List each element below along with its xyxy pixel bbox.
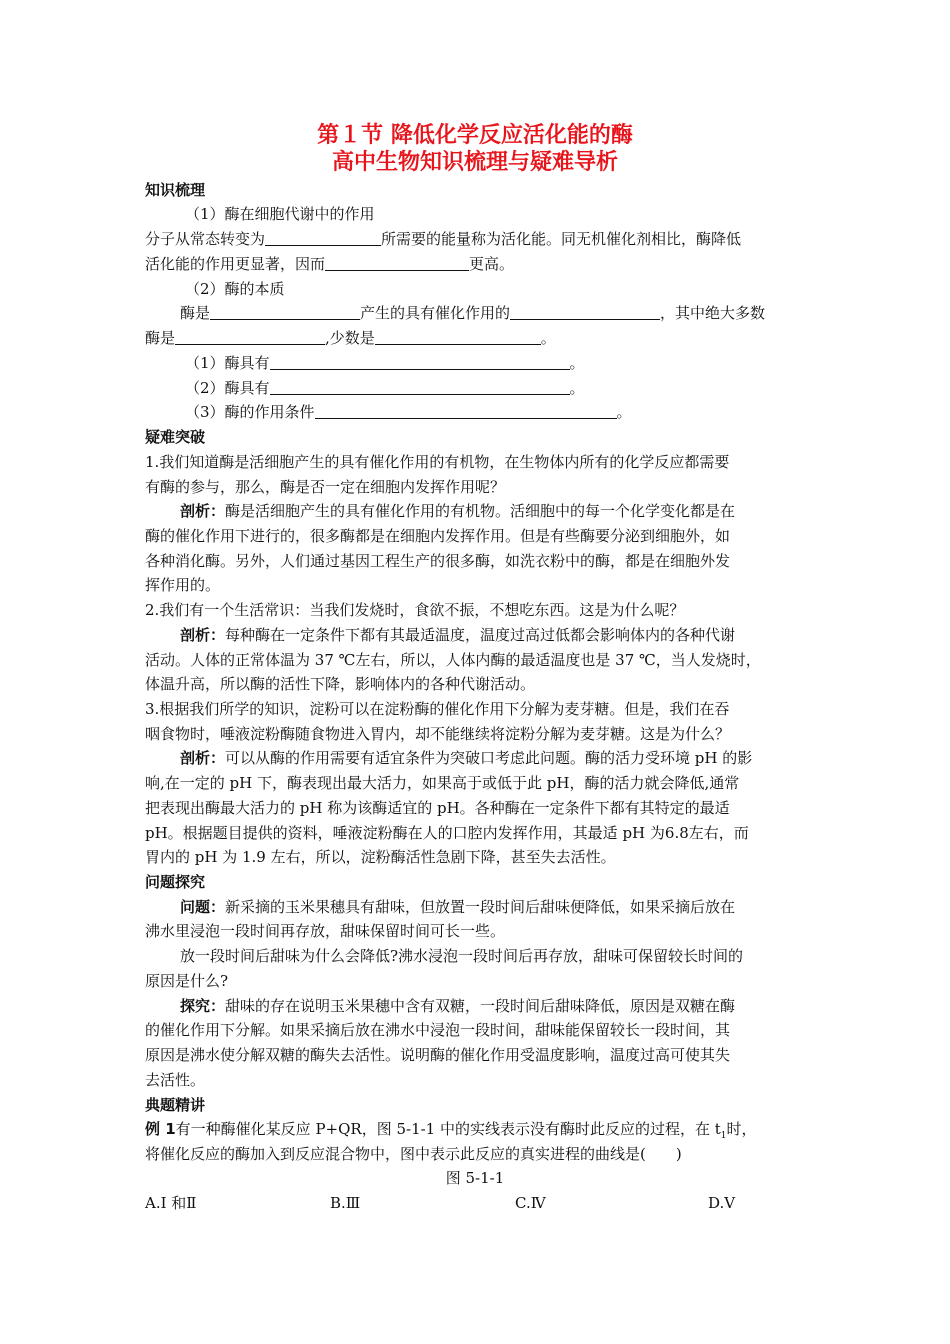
fill-blank [325,255,469,271]
knowledge-point-3: （3）酶的作用条件 。 [185,403,632,421]
question-3-line-2: 咽食物时，唾液淀粉酶随食物进入胃内，却不能继续将淀粉分解为麦芽糖。这是为什么？ [145,725,731,743]
fill-blank [210,304,360,320]
explore-label: 探究： [180,997,226,1015]
option-c: C.Ⅳ [515,1194,546,1212]
knowledge-sub-1: （1）酶在细胞代谢中的作用 [185,205,375,223]
fill-blank [265,230,381,246]
analysis-label: 剖析： [180,502,226,520]
knowledge-point-1: （1）酶具有 。 [185,354,585,372]
explore-question-line-1: 问题：新采摘的玉米果穗具有甜味，但放置一段时间后甜味便降低，如果采摘后放在 [180,898,736,916]
question-1-line-2: 有酶的参与，那么，酶是否一定在细胞内发挥作用呢？ [145,478,506,496]
knowledge-line-1: 分子从常态转变为 所需要的能量称为活化能。同无机催化剂相比，酶降低 [145,230,742,248]
title-line-2: 高中生物知识梳理与疑难导析 [331,150,618,175]
knowledge-line-2: 活化能的作用更显著，因而 更高。 [145,255,515,273]
answer-2-line-2: 活动。人体的正常体温为 37 ℃左右，所以，人体内酶的最适温度也是 37 ℃，当人发烧时， [145,651,761,669]
question-1-line-1: 1.我们知道酶是活细胞产生的具有催化作用的有机物，在生物体内所有的化学反应都需要 [145,453,730,471]
analysis-label: 剖析： [180,626,226,644]
answer-3-line-2: 响,在一定的 pH 下，酶表现出最大活力，如果高于或低于此 pH，酶的活力就会降低,通常 [145,774,740,792]
answer-3-line-5: 胃内的 pH 为 1.9 左右，所以，淀粉酶活性急剧下降，甚至失去活性。 [145,848,616,866]
explore-answer-line-2: 的催化作用下分解。如果采摘后放在沸水中浸泡一段时间，甜味能保留较长一段时间，其 [145,1021,731,1039]
fill-blank [315,403,617,419]
analysis-label: 剖析： [180,749,226,767]
knowledge-line-4: 酶是 ,少数是 。 [145,329,556,347]
answer-1-line-3: 各种消化酶。另外，人们通过基因工程生产的很多酶，如洗衣粉中的酶，都是在细胞外发 [145,552,731,570]
fill-blank [510,304,660,320]
fill-blank [270,379,570,395]
title-line-1: 第１节 降低化学反应活化能的酶 [317,123,633,148]
question-label: 问题： [180,898,226,916]
answer-2-line-3: 体温升高，所以酶的活性下降，影响体内的各种代谢活动。 [145,675,536,693]
example-label: 例 1 [145,1120,176,1138]
explore-question-line-3: 放一段时间后甜味为什么会降低?沸水浸泡一段时间后再存放，甜味可保留较长时间的 [180,947,744,965]
option-b: B.Ⅲ [330,1194,361,1212]
example-line-2: 将催化反应的酶加入到反应混合物中，图中表示此反应的真实进程的曲线是( ) [145,1145,682,1163]
fill-blank [375,329,541,345]
explore-answer-line-3: 原因是沸水使分解双糖的酶失去活性。说明酶的催化作用受温度影响，温度过高可使其失 [145,1046,731,1064]
answer-3-line-1: 剖析：可以从酶的作用需要有适宜条件为突破口考虑此问题。酶的活力受环境 pH 的影 [180,749,753,767]
section-heading-knowledge: 知识梳理 [145,181,206,199]
answer-1-line-1: 剖析：酶是活细胞产生的具有催化作用的有机物。活细胞中的每一个化学变化都是在 [180,502,736,520]
section-heading-difficult: 疑难突破 [145,428,206,446]
explore-answer-line-1: 探究：甜味的存在说明玉米果穗中含有双糖，一段时间后甜味降低，原因是双糖在酶 [180,997,736,1015]
section-heading-example: 典题精讲 [145,1096,206,1114]
answer-3-line-4: pH。根据题目提供的资料，唾液淀粉酶在人的口腔内发挥作用，其最适 pH 为6.8左右，而 [145,824,749,842]
fill-blank [270,354,570,370]
knowledge-point-2: （2）酶具有 。 [185,379,585,397]
explore-answer-line-4: 去活性。 [145,1071,206,1089]
option-a: A.Ⅰ 和Ⅱ [145,1194,197,1212]
answer-3-line-3: 把表现出酶最大活力的 pH 称为该酶适宜的 pH。各种酶在一定条件下都有其特定的最适 [145,799,730,817]
answer-1-line-4: 挥作用的。 [145,576,221,594]
knowledge-sub-2: （2）酶的本质 [185,280,285,298]
example-line-1: 例 1有一种酶催化某反应 P+QR，图 5-1-1 中的实线表示没有酶时此反应的过程，在 $t_1$时， [145,1120,757,1141]
answer-1-line-2: 酶的催化作用下进行的，很多酶都是在细胞内发挥作用。但是有些酶要分泌到细胞外，如 [145,527,731,545]
question-3-line-1: 3.根据我们所学的知识，淀粉可以在淀粉酶的催化作用下分解为麦芽糖。但是，我们在吞 [145,700,730,718]
question-2-line-1: 2.我们有一个生活常识：当我们发烧时，食欲不振，不想吃东西。这是为什么呢？ [145,601,685,619]
figure-caption: 图 5-1-1 [445,1169,505,1187]
explore-question-line-2: 沸水里浸泡一段时间再存放，甜味保留时间可长一些。 [145,922,506,940]
section-heading-explore: 问题探究 [145,873,206,891]
answer-2-line-1: 剖析：每种酶在一定条件下都有其最适温度，温度过高过低都会影响体内的各种代谢 [180,626,736,644]
knowledge-line-3: 酶是 产生的具有催化作用的 ，其中绝大多数 [180,304,766,322]
fill-blank [175,329,325,345]
explore-question-line-4: 原因是什么? [145,972,229,990]
option-d: D.Ⅴ [708,1194,736,1212]
